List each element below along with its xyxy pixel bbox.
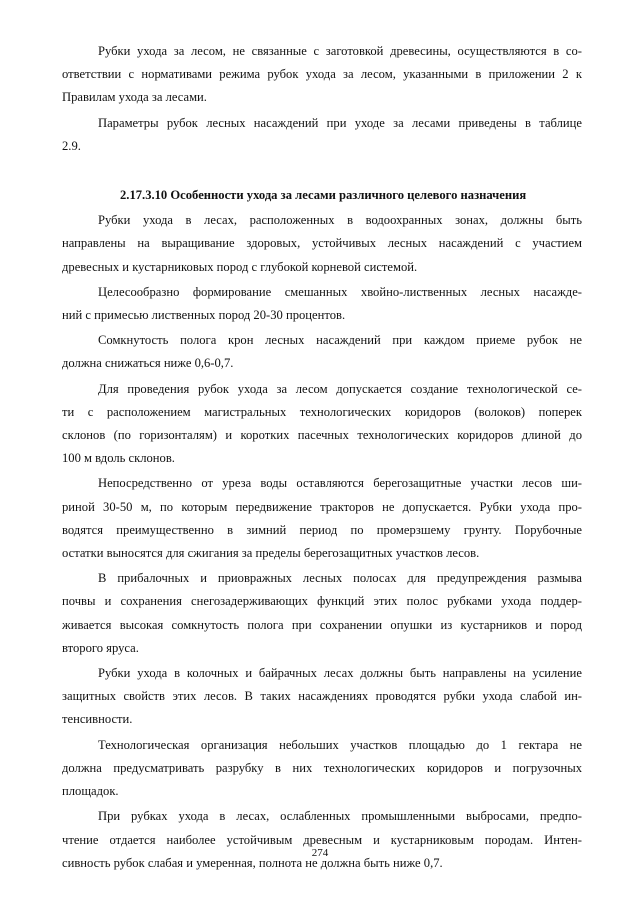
paragraph-line: направлены на выращивание здоровых, устойчивых лесных насаждений с участием: [62, 236, 582, 251]
paragraph-line: Непосредственно от уреза воды оставляются берегозащитные участки лесов ши-: [98, 476, 582, 491]
paragraph-line: остатки выносятся для сжигания за пределы берегозащитных участков лесов.: [62, 546, 480, 561]
paragraph-line: ний с примесью лиственных пород 20-30 процентов.: [62, 308, 346, 323]
document-page: [62, 40, 582, 875]
paragraph-line: При рубках ухода в лесах, ослабленных промышленными выбросами, предпо-: [98, 809, 582, 824]
paragraph-line: тенсивности.: [62, 712, 133, 727]
paragraph-line: должна снижаться ниже 0,6-0,7.: [62, 356, 234, 371]
paragraph: [62, 472, 582, 565]
paragraph-line: водятся преимущественно в зимний период по промерзшему грунту. Порубочные: [62, 522, 582, 537]
paragraph-line: ти с расположением магистральных технологических коридоров (волоков) поперек: [62, 404, 582, 419]
paragraph: [62, 805, 582, 875]
paragraph: [62, 734, 582, 804]
paragraph-line: Сомкнутость полога крон лесных насаждений при каждом приеме рубок не: [98, 333, 582, 348]
paragraph-line: ответствии с нормативами режима рубок ухода за лесом, указанными в приложении 2 к: [62, 67, 582, 82]
paragraph-line: риной 30-50 м, по которым передвижение тракторов не допускается. Рубки ухода про-: [62, 499, 582, 514]
paragraph: [62, 567, 582, 660]
paragraph-line: должна предусматривать разрубку в них технологических коридоров и погрузочных: [62, 760, 582, 775]
paragraph-line: 2.9.: [62, 138, 81, 153]
paragraph-line: В прибалочных и приовражных лесных полосах для предупреждения размыва: [98, 571, 582, 586]
paragraph-line: площадок.: [62, 784, 119, 799]
paragraph-line: сивность рубок слабая и умеренная, полнота не должна быть ниже 0,7.: [62, 855, 443, 870]
paragraph-line: 100 м вдоль склонов.: [62, 451, 175, 466]
intro-section: [62, 40, 582, 158]
paragraph-line: живается высокая сомкнутость полога при сохранении опушки из кустарников и пород: [62, 617, 582, 632]
paragraph-line: Рубки ухода в лесах, расположенных в водоохранных зонах, должны быть: [98, 213, 582, 228]
paragraph: [62, 209, 582, 279]
paragraph: [62, 112, 582, 158]
paragraph: [62, 662, 582, 732]
paragraph-line: второго яруса.: [62, 640, 139, 655]
paragraph: [62, 281, 582, 327]
paragraph-line: древесных и кустарниковых пород с глубокой корневой системой.: [62, 259, 418, 274]
paragraph-line: склонов (по горизонталям) и коротких пасечных технологических коридоров длиной до: [62, 428, 582, 443]
paragraph-line: защитных свойств этих лесов. В таких насаждениях проводятся рубки ухода слабой ин-: [62, 689, 582, 704]
paragraph-line: Параметры рубок лесных насаждений при уходе за лесами приведены в таблице: [98, 115, 582, 130]
section-body: [62, 209, 582, 875]
paragraph-line: Целесообразно формирование смешанных хвойно-лиственных лесных насажде-: [98, 284, 582, 299]
paragraph-line: Для проведения рубок ухода за лесом допускается создание технологической се-: [98, 381, 582, 396]
page-number: 274: [311, 847, 329, 859]
paragraph: [62, 378, 582, 471]
paragraph-line: Рубки ухода в колочных и байрачных лесах должны быть направлены на усиление: [98, 666, 582, 681]
paragraph-line: Технологическая организация небольших участков площадью до 1 гектара не: [98, 737, 582, 752]
paragraph: [62, 329, 582, 375]
paragraph: [62, 40, 582, 110]
paragraph-line: Правилам ухода за лесами.: [62, 90, 207, 105]
paragraph-line: Рубки ухода за лесом, не связанные с заготовкой древесины, осуществляются в со-: [98, 44, 582, 58]
section-heading: 2.17.3.10 Особенности ухода за лесами различного целевого назначения: [120, 188, 527, 203]
paragraph-line: чтение отдается наиболее устойчивым древесным и кустарниковым породам. Интен-: [62, 832, 582, 847]
paragraph-line: почвы и сохранения снегозадерживающих функций этих полос рубками ухода поддер-: [62, 594, 582, 609]
